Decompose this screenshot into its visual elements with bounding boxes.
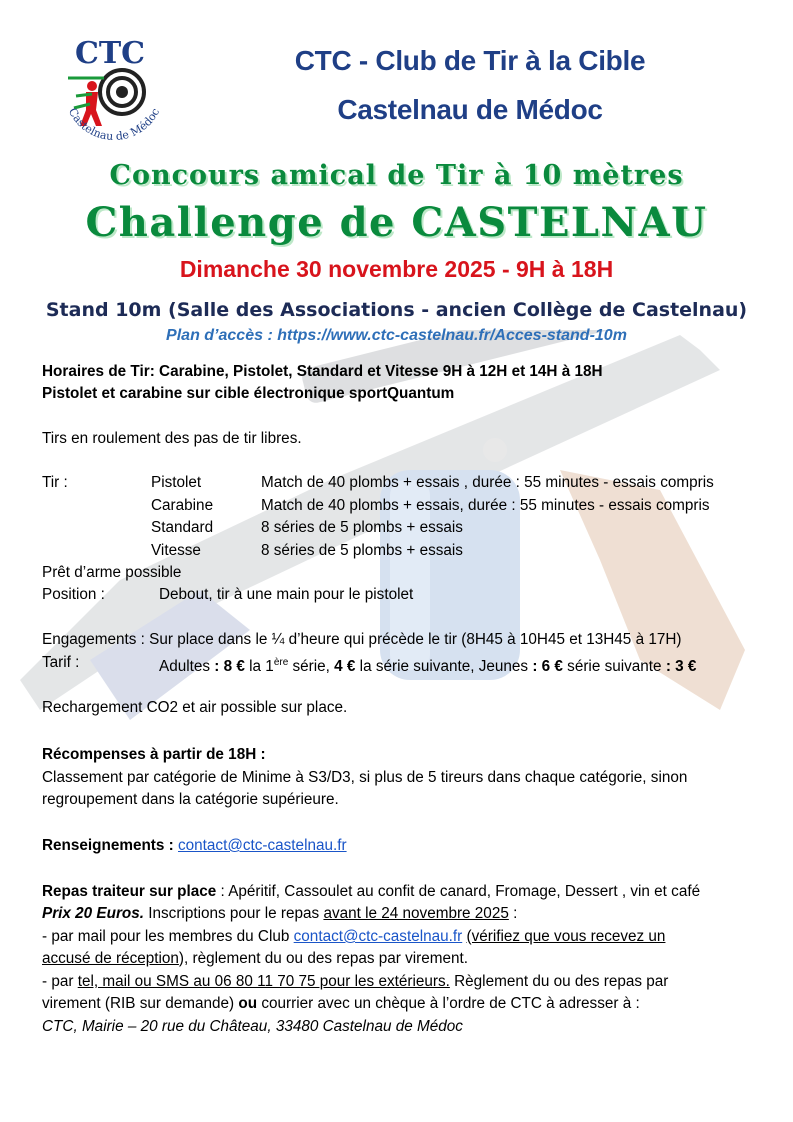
repas-ou: ou <box>238 995 258 1012</box>
repas-line4 <box>42 948 468 970</box>
horaires-line1: Horaires de Tir: Carabine, Pistolet, Standard et Vitesse 9H à 12H et 14H à 18H <box>42 363 603 380</box>
repas-title: Repas traiteur sur place <box>42 883 217 900</box>
engagements-label: Engagements : <box>42 631 145 648</box>
engagements-line <box>42 629 681 651</box>
repas-prix: Prix 20 Euros. <box>42 905 145 922</box>
tir-desc: Match de 40 plombs + essais , durée : 55 minutes - essais compris <box>261 474 714 491</box>
tarif-price: : 3 € <box>665 658 697 676</box>
tarif-adultes: Adultes <box>159 658 215 676</box>
logo-letters: CTC <box>74 36 146 71</box>
repas-verif: accusé de réception <box>42 950 179 967</box>
club-title-line1: CTC - Club de Tir à la Cible <box>294 45 646 76</box>
tarif-price: 4 € <box>334 658 356 676</box>
ctc-logo <box>46 30 174 155</box>
tarif-price: : 6 € <box>532 658 563 676</box>
tir-desc: 8 séries de 5 plombs + essais <box>261 542 463 559</box>
repas-inscr: Inscriptions pour le repas <box>144 905 324 922</box>
repas-club-text: ), règlement du ou des repas par virement. <box>178 950 469 967</box>
repas-menu: : Apéritif, Cassoulet au confit de canard, Fromage, Dessert , vin et café <box>216 883 701 900</box>
tarif-text: série suivante <box>562 658 666 676</box>
repas-line3 <box>42 926 665 948</box>
event-date: Dimanche 30 novembre 2025 - 9H à 18H <box>179 256 614 282</box>
horaires-line2: Pistolet et carabine sur cible électronique sportQuantum <box>42 385 455 402</box>
repas-virement: virement (RIB sur demande) <box>42 995 239 1012</box>
tir-category: Pistolet <box>151 474 202 491</box>
tarif-label: Tarif : <box>42 654 80 671</box>
tarif-text: la série suivante, Jeunes <box>355 658 533 676</box>
club-title-line2: Castelnau de Médoc <box>337 94 603 125</box>
repas-colon: : <box>508 905 518 922</box>
roulement-text: Tirs en roulement des pas de tir libres. <box>42 430 302 447</box>
access-plan-link[interactable]: Plan d’accès : https://www.ctc-castelnau.fr/Acces-stand-10m <box>166 327 627 344</box>
tir-label: Tir : <box>42 474 68 491</box>
recompenses-line1: Classement par catégorie de Minime à S3/D3, si plus de 5 tireurs dans chaque catégorie, sinon <box>42 769 688 786</box>
recompenses-title: Récompenses à partir de 18H : <box>42 746 266 763</box>
repas-line5 <box>42 971 668 993</box>
tir-category: Carabine <box>151 497 214 514</box>
event-title-line2: Challenge de CASTELNAU <box>85 199 708 246</box>
position-value: Debout, tir à une main pour le pistolet <box>159 586 414 603</box>
tir-desc: 8 séries de 5 plombs + essais <box>261 519 463 536</box>
tir-desc: Match de 40 plombs + essais, durée : 55 minutes - essais compris <box>261 497 710 514</box>
logo-arc-text: Castelnau de Médoc <box>65 105 163 144</box>
renseignements-label: Renseignements : <box>42 837 179 854</box>
tarif-sup: ère <box>273 657 289 668</box>
engagements-value: Sur place dans le ¼ d’heure qui précède le tir (8H45 à 10H45 et 13H45 à 17H) <box>149 631 682 648</box>
renseignements-line <box>42 835 347 857</box>
stand-location: Stand 10m (Salle des Associations - ancien Collège de Castelnau) <box>45 299 748 321</box>
tarif-price: : 8 € <box>214 658 245 676</box>
recompenses-line2: regroupement dans la catégorie supérieure. <box>42 791 339 808</box>
repas-ext-contact: tel, mail ou SMS au 06 80 11 70 75 pour les extérieurs. <box>77 973 450 990</box>
pret-arme: Prêt d’arme possible <box>42 564 182 581</box>
event-title-line1: Concours amical de Tir à 10 mètres <box>109 160 684 191</box>
postal-address: CTC, Mairie – 20 rue du Château, 33480 Castelnau de Médoc <box>42 1018 463 1035</box>
repas-deadline: avant le 24 novembre 2025 <box>323 905 509 922</box>
repas-line2 <box>42 903 517 925</box>
tir-category: Standard <box>151 519 214 536</box>
repas-ext-text: Règlement du ou des repas par <box>449 973 669 990</box>
repas-line1 <box>42 881 700 903</box>
repas-verif: (vérifiez que vous recevez un <box>466 928 666 945</box>
repas-line6 <box>42 993 640 1015</box>
repas-ext-text: - par <box>42 973 78 990</box>
repas-courrier: courrier avec un chèque à l’ordre de CTC à adresser à : <box>257 995 640 1012</box>
tarif-text: la 1 <box>244 658 274 676</box>
contact-email-link[interactable]: contact@ctc-castelnau.fr <box>178 837 347 854</box>
tir-category: Vitesse <box>151 542 201 559</box>
club-email-link[interactable]: contact@ctc-castelnau.fr <box>293 928 463 945</box>
tarif-line <box>159 652 696 678</box>
position-label: Position : <box>42 586 105 603</box>
recharge-text: Rechargement CO2 et air possible sur place. <box>42 699 348 716</box>
tarif-text: série, <box>288 658 335 676</box>
repas-club-text: - par mail pour les membres du Club <box>42 928 294 945</box>
